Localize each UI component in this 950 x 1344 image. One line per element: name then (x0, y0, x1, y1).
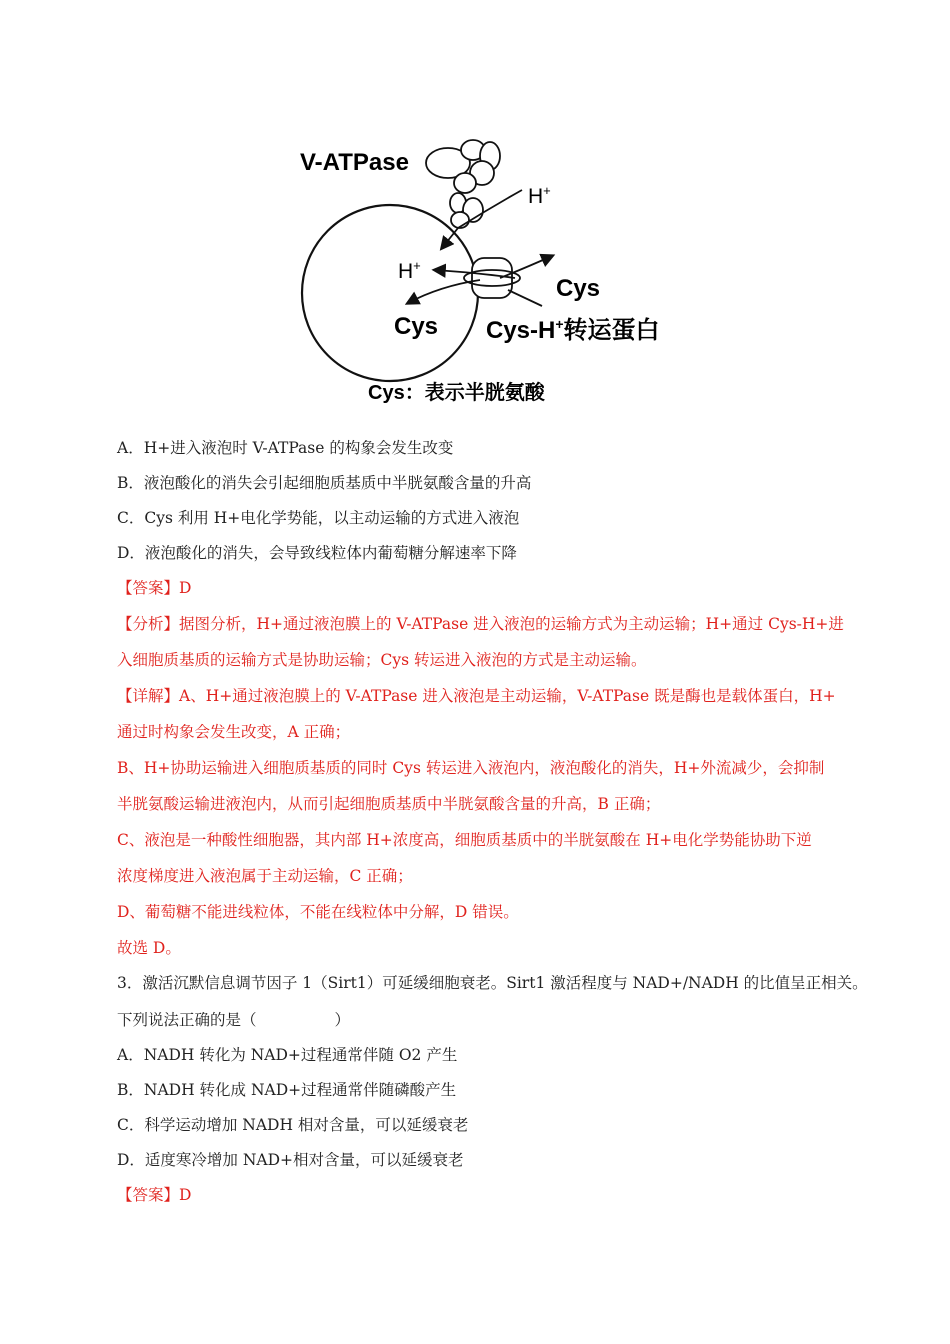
vacuole-diagram-svg (290, 128, 710, 413)
v-atpase-protein (426, 140, 500, 228)
q2-detail-line-4: 半胱氨酸运输进液泡内，从而引起细胞质基质中半胱氨酸含量的升高，B 正确； (117, 795, 661, 813)
q3-option-c: C．科学运动增加 NADH 相对含量，可以延缓衰老 (117, 1116, 469, 1134)
q3-stem-line-1: 3．激活沉默信息调节因子 1（Sirt1）可延缓细胞衰老。Sirt1 激活程度与 NAD+/NADH 的比值呈正相关。 (117, 974, 868, 992)
analysis-text-1: 据图分析，H+通过液泡膜上的 V-ATPase 进入液泡的运输方式为主动运输；H+通过 Cys-H+进 (179, 615, 844, 633)
detail-text-1: A、H+通过液泡膜上的 V-ATPase 进入液泡是主动运输，V-ATPase 既是酶也是载体蛋白，H+ (179, 687, 836, 705)
q2-analysis-line-2: 入细胞质基质的运输方式是协助运输；Cys 转运进入液泡的方式是主动运输。 (117, 651, 647, 669)
q2-detail-line-5: C、液泡是一种酸性细胞器，其内部 H+浓度高，细胞质基质中的半胱氨酸在 H+电化学势能协助下逆 (117, 831, 812, 849)
label-vatpase: V-ATPase (300, 149, 409, 176)
q2-detail-line-3: B、H+协助运输进入细胞质基质的同时 Cys 转运进入液泡内，液泡酸化的消失，H+外流减少，会抑制 (117, 759, 825, 777)
label-h-outside: H+ (528, 183, 551, 208)
q2-conclusion: 故选 D。 (117, 939, 181, 957)
q3-stem-text: 下列说法正确的是（ (117, 1011, 257, 1029)
answer-tag: 【答案】 (117, 579, 180, 597)
q2-detail-line-6: 浓度梯度进入液泡属于主动运输，C 正确； (117, 867, 413, 885)
q2-option-a: A．H+进入液泡时 V-ATPase 的构象会发生改变 (117, 439, 454, 457)
label-cys-outside: Cys (556, 275, 601, 302)
q3-option-b: B．NADH 转化成 NAD+过程通常伴随磷酸产生 (117, 1081, 457, 1099)
q3-option-d: D．适度寒冷增加 NAD+相对含量，可以延缓衰老 (117, 1151, 464, 1169)
q2-option-c: C．Cys 利用 H+电化学势能，以主动运输的方式进入液泡 (117, 509, 520, 527)
q3-answer (117, 1185, 191, 1205)
q2-option-d: D．液泡酸化的消失，会导致线粒体内葡萄糖分解速率下降 (117, 544, 517, 562)
figure-caption: Cys：表示半胱氨酸 (368, 382, 545, 404)
q2-analysis-line-1 (117, 614, 844, 634)
answer-tag: 【答案】 (117, 1186, 180, 1204)
q2-detail-line-7: D、葡萄糖不能进线粒体，不能在线粒体中分解，D 错误。 (117, 903, 519, 921)
detail-tag: 【详解】 (117, 687, 180, 705)
vacuole-diagram (290, 128, 710, 413)
analysis-tag: 【分析】 (117, 615, 180, 633)
label-cys-inside: Cys (394, 313, 439, 340)
q3-stem-line-2 (117, 1010, 350, 1030)
label-transporter: Cys-H+转运蛋白 (486, 316, 660, 344)
answer-value: D (179, 579, 192, 597)
vacuole-membrane (302, 205, 478, 381)
transporter-leader-line (508, 290, 542, 306)
q3-option-a: A．NADH 转化为 NAD+过程通常伴随 O2 产生 (117, 1046, 458, 1064)
answer-value: D (179, 1186, 192, 1204)
q3-stem-close: ） (334, 1011, 351, 1029)
label-h-inside: H+ (398, 258, 421, 283)
q2-answer (117, 578, 191, 598)
q2-detail-line-1 (117, 686, 836, 706)
q2-detail-line-2: 通过时构象会发生改变，A 正确； (117, 723, 351, 741)
q2-option-b: B．液泡酸化的消失会引起细胞质基质中半胱氨酸含量的升高 (117, 474, 532, 492)
